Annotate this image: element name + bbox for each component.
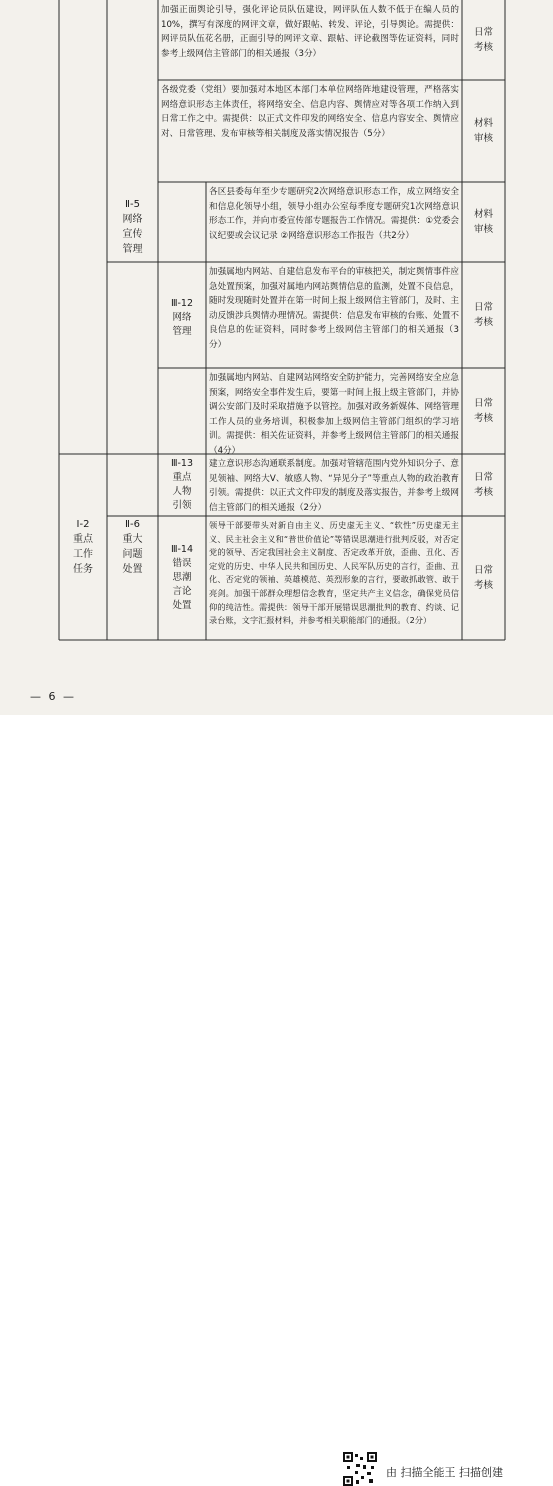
row-6-type: 日常 考核 — [473, 472, 493, 498]
page-number: — 6 — — [30, 690, 76, 703]
row-2-content: 各级党委（党组）要加强对本地区本部门本单位网络阵地建设管理，严格落实网络意识形态主体责任，将网络安全、信息内容、舆情应对等各项工作纳入到日常工作之中。需提供：以正式文件印发的网络安全、信息内容安全、舆情应对、日常管理、发布审核等相关制度及落实情况报告（5分） — [161, 85, 459, 139]
row-5-content: 加强属地内网站、自建网站网络安全防护能力，完善网络安全应急预案，网络安全事件发生后，要第一时间上报上级主管部门，并协调公安部门及时采取措施予以管控。加强对政务新媒体、网络管理工作人员的业务培训，积极参加上级网信主管部门组织的学习培训。需提供：相关佐证资料，并参考上级网信主管部门的相关通报（4分） — [209, 373, 459, 456]
row-1-content: 加强正面舆论引导，强化评论员队伍建设，网评队伍人数不低于在编人员的10%，撰写有深度的网评文章，做好跟帖、转发、评论，引导舆论。需提供：网评员队伍花名册，正面引导的网评文章、跟帖、评论截图等佐证资料，同时参考上级网信主管部门的相关通报（3分） — [161, 5, 459, 59]
row-4-type: 日常 考核 — [473, 302, 493, 328]
row-3-content: 各区县委每年至少专题研究2次网络意识形态工作，成立网络安全和信息化领导小组，领导小组办公室每季度专题研究1次网络意识形态工作，并向市委宣传部专题报告工作情况。需提供：①党委会议纪要或会议记录 ②网络意识形态工作报告（共2分） — [209, 187, 459, 241]
qr-code-icon — [343, 1452, 377, 1486]
scanner-watermark: 由 扫描全能王 扫描创建 — [386, 1466, 503, 1479]
document-page — [0, 0, 553, 715]
row-3-type: 材料 审核 — [473, 209, 493, 235]
row-5-type: 日常 考核 — [473, 398, 493, 424]
item-iii12-label: Ⅲ-12 网络 管理 — [170, 298, 194, 337]
section-ii6-cell: Ⅱ-6 重大 问题 处置 — [122, 519, 143, 575]
task-category-cell: Ⅰ-2 重点 工作 任务 — [73, 519, 93, 575]
row-6-content: 建立意识形态沟通联系制度。加强对管辖范围内党外知识分子、意见领袖、网络大V、敏感人物、“异见分子”等重点人物的政治教育引领。需提供：以正式文件印发的制度及落实报告，并参考上级网信主管部门的相关通报（2分） — [209, 459, 459, 513]
scanner-footer — [0, 715, 553, 1479]
row-4-content: 加强属地内网站、自建信息发布平台的审核把关，制定舆情事件应急处置预案，加强对属地内网站舆情信息的监测，处置不良信息，随时发现随时处置并在第一时间上报上级网信主管部门，及时、主动反馈涉兵舆情办理情况。需提供：信息发布审核的台账、处置不良信息的佐证资料，同时参考上级网信主管部门的相关通报（3分） — [209, 267, 459, 350]
row-2-type: 材料 审核 — [473, 118, 493, 144]
item-iii14-label: Ⅲ-14 错误 思潮 言论 处置 — [170, 544, 194, 611]
row-7-type: 日常 考核 — [473, 565, 493, 591]
row-1-type: 日常 考核 — [473, 27, 493, 53]
section-ii5-cell: Ⅱ-5 网络 宣传 管理 — [122, 199, 143, 255]
row-7-content: 领导干部要带头对新自由主义、历史虚无主义、“软性”历史虚无主义、民主社会主义和“普世价值论”等错误思潮进行批判反驳，对否定党的领导、否定我国社会主义制度、否定改革开放，歪曲、丑化、否定党的历史、中华人民共和国历史、人民军队历史的言行，歪曲、丑化、否定党的领袖、英雄模范、英烈形象的言行，要敢抓敢管、敢于亮剑。加强干部群众理想信念教育，坚定共产主义信念，确保党员信仰的纯洁性。需提供：领导干部开展错误思潮批判的教育、约谈、记录台账，文字汇报材料，并参考相关职能部门的通报。（2分） — [209, 520, 459, 626]
item-iii13-label: Ⅲ-13 重点 人物 引领 — [170, 458, 194, 511]
